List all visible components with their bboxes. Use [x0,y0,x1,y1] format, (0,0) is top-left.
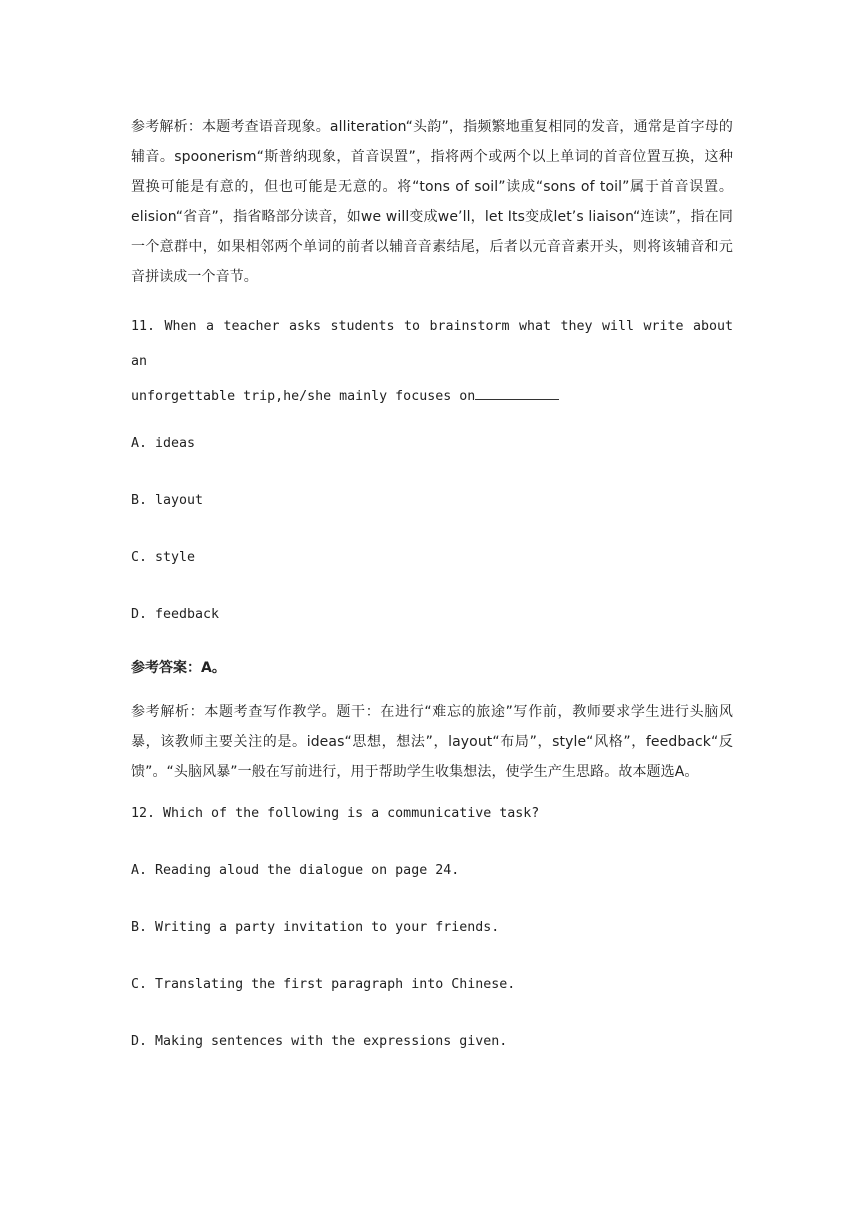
answer-blank [475,385,559,400]
question-11-stem-line1 [131,309,733,379]
q11-option-a: A. ideas [131,436,196,451]
question-11 [131,309,733,787]
question-12-stem: 12. Which of the following is a communicative task? [131,806,540,821]
analysis-paragraph-q10: 参考解析：本题考查语音现象。alliteration“头韵”，指频繁地重复相同的发音，通常是首字母的辅音。spoonerism“斯普纳现象，首音误置”，指将两个或两个以上单词的首音位置互换，这种置换可能是有意的，但也可能是无意的。将“tons of soil”读成“sons of toil”属于首音误置。elision“省音”，指省略部分读音，如we will变成we’ll，let Its变成let’s liaison“连读”，指在同一个意群中，如果相邻两个单词的前者以辅音音素结尾，后者以元音音素开头，则将该辅音和元音拼读成一个音节。 [131,119,733,285]
q12-option-c: C. Translating the first paragraph into Chinese. [131,977,516,992]
question-11-stem-line2 [131,379,733,414]
q11-answer: 参考答案：A。 [131,660,226,676]
q11-option-b: B. layout [131,493,204,508]
question-12 [131,804,733,1052]
question-11-stem-line2-text: unforgettable trip,he/she mainly focuses on [131,389,476,404]
q11-analysis: 参考解析：本题考查写作教学。题干：在进行“难忘的旅途”写作前，教师要求学生进行头脑风暴，该教师主要关注的是。ideas“思想，想法”，layout“布局”，style“风格”，feedback“反馈”。“头脑风暴”一般在写前进行，用于帮助学生收集想法，使学生产生思路。故本题选A。 [131,704,733,780]
q11-option-c: C. style [131,550,196,565]
q12-option-d: D. Making sentences with the expressions given. [131,1034,508,1049]
q11-option-d: D. feedback [131,607,220,622]
question-11-stem [131,309,733,414]
q12-option-b: B. Writing a party invitation to your friends. [131,920,500,935]
q12-option-a: A. Reading aloud the dialogue on page 24. [131,863,460,878]
question-11-stem-line1-text: 11. When a teacher asks students to brainstorm what they will write about an [131,319,733,369]
document-page [131,112,733,1052]
